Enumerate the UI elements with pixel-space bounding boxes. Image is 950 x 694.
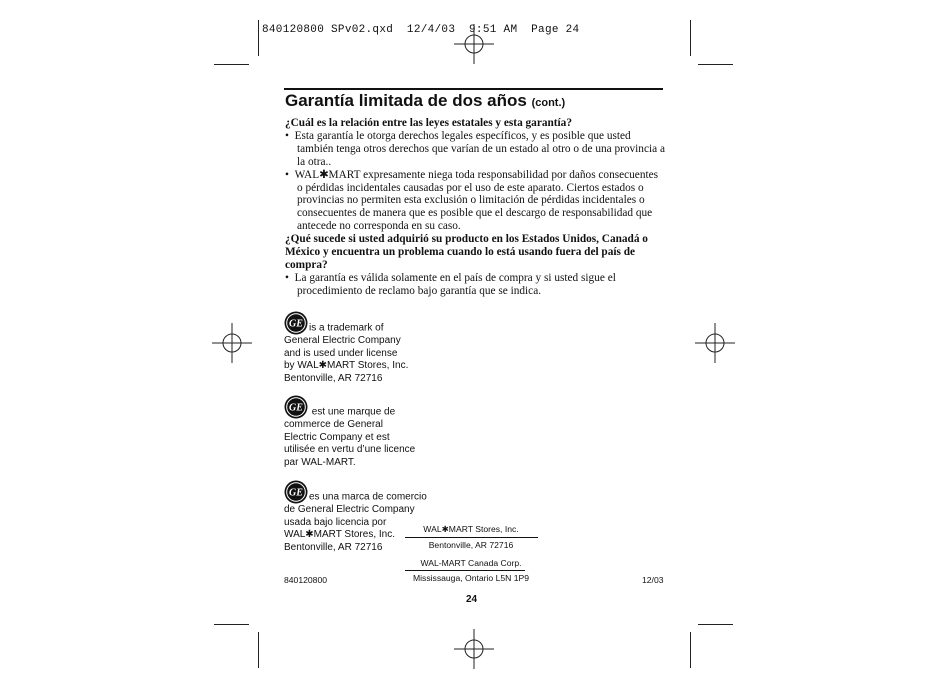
- bullet-mark: •: [285, 271, 289, 284]
- ge-logo-text: GE: [289, 318, 303, 330]
- crop-mark-tr-v: [690, 20, 691, 56]
- crop-mark-bl-h: [214, 624, 249, 625]
- trademark-line: WAL✱MART Stores, Inc.: [284, 529, 396, 541]
- bullet-text: Esta garantía le otorga derechos legales específicos, y es posible que usted también tenga otros derechos que varían de un estado al otro o de una provincia a la otra..: [294, 129, 665, 168]
- question-state-laws: ¿Cuál es la relación entre las leyes estatales y esta garantía?: [285, 117, 572, 129]
- address-divider-us: [405, 537, 538, 538]
- trademark-line: and is used under license: [284, 347, 398, 359]
- us-company-name: WAL✱MART Stores, Inc.: [423, 524, 519, 534]
- bullet-legal-rights: [285, 130, 665, 169]
- trademark-line: de General Electric Company: [284, 504, 415, 515]
- ca-company-city: Mississauga, Ontario L5N 1P9: [412, 573, 530, 583]
- trademark-english: [284, 311, 444, 385]
- registration-mark-bottom-icon: [454, 629, 494, 669]
- ge-logo-icon: [284, 311, 308, 335]
- title-cont: (cont.): [531, 97, 566, 109]
- registration-mark-left-icon: [212, 323, 252, 363]
- trademark-line: General Electric Company: [284, 335, 401, 346]
- warranty-body: [285, 117, 665, 298]
- page-number: 24: [466, 594, 478, 605]
- trademark-line: es una marca de comercio: [309, 491, 427, 503]
- crop-mark-tl-h: [214, 64, 249, 65]
- trademark-line: by WAL✱MART Stores, Inc.: [284, 360, 409, 372]
- trademark-french: [284, 395, 444, 469]
- trademark-line: usada bajo licencia por: [284, 516, 387, 528]
- trademark-line: utilisée en vertu d’une licence: [284, 444, 416, 456]
- crop-mark-br-v: [690, 632, 691, 668]
- bullet-disclaimer: [285, 169, 665, 234]
- title-rule: [284, 88, 663, 90]
- trademark-line: is a trademark of: [309, 322, 384, 334]
- us-company-city: Bentonville, AR 72716: [428, 540, 514, 550]
- question-country-purchase: ¿Qué sucede si usted adquirió su producto en los Estados Unidos, Canadá o México y encuentra un problema cuando lo está usando fuera del país de compra?: [285, 233, 648, 271]
- trademark-line: est une marque de: [311, 406, 396, 418]
- bullet-country-validity: [285, 272, 665, 298]
- trademark-line: Bentonville, AR 72716: [284, 372, 383, 384]
- bullet-mark: •: [285, 129, 289, 142]
- ge-logo-icon: [284, 395, 308, 419]
- file-slug: 840120800 SPv02.qxd 12/4/03 9:51 AM Page 24: [262, 24, 580, 36]
- ge-logo-text: GE: [289, 487, 303, 499]
- bullet-mark: •: [285, 168, 289, 181]
- address-divider-ca: [405, 570, 525, 571]
- bullet-text: WAL✱MART expresamente niega toda responsabilidad por daños consecuentes o pérdidas incidentales causadas por el uso de este aparato. Ciertos estados o provincias no permiten esta exclusión o limitación de pérdidas incidentales o consecuentes de manera que es posible que el descargo de responsabilidad que antecede no corresponda en su caso.: [294, 168, 659, 233]
- registration-mark-right-icon: [695, 323, 735, 363]
- trademark-line: Electric Company et est: [284, 431, 390, 443]
- crop-mark-bl-v: [258, 632, 259, 668]
- registration-mark-top-icon: [454, 24, 494, 64]
- bullet-text: La garantía es válida solamente en el país de compra y si usted sigue el procedimiento de reclamo bajo garantía que se indica.: [294, 271, 616, 297]
- crop-mark-br-h: [698, 624, 733, 625]
- page-title: [285, 91, 565, 111]
- title-main: Garantía limitada de dos años: [285, 91, 527, 110]
- crop-mark-tl-v: [258, 20, 259, 56]
- ge-logo-text: GE: [289, 402, 303, 414]
- ge-logo-icon: [284, 480, 308, 504]
- trademark-line: Bentonville, AR 72716: [284, 541, 383, 553]
- crop-mark-tr-h: [698, 64, 733, 65]
- footer-date: 12/03: [642, 575, 664, 585]
- ca-company-name: WAL-MART Canada Corp.: [420, 558, 522, 568]
- trademark-line: commerce de General: [284, 419, 383, 430]
- footer-product-code: 840120800: [284, 575, 328, 585]
- trademark-line: par WAL-MART.: [284, 456, 356, 468]
